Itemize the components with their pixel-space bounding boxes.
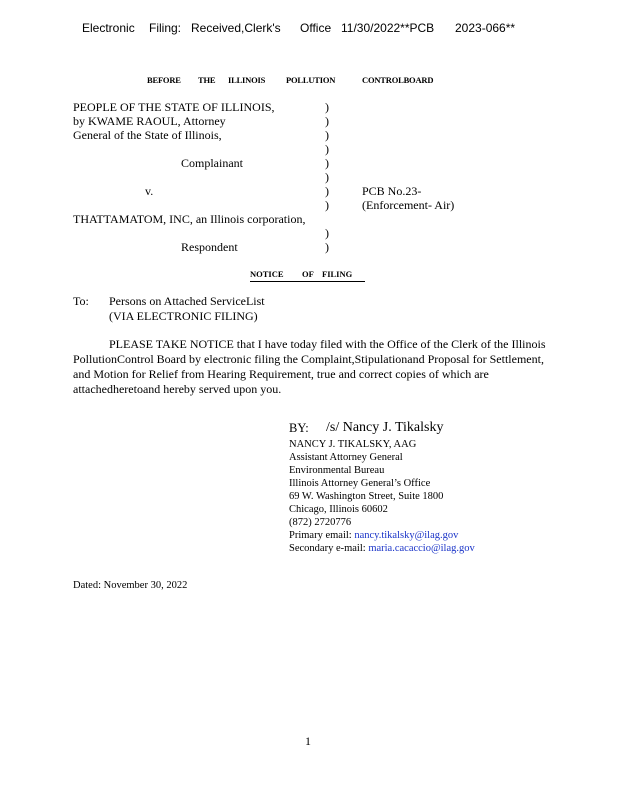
attorney-city: Chicago, Illinois 60602 xyxy=(289,504,388,515)
to-line-2: (VIA ELECTRONIC FILING) xyxy=(109,309,258,323)
header-case-number: 2023-066** xyxy=(455,21,516,35)
notice-title-notice: NOTICE xyxy=(250,269,284,279)
attorney-name: NANCY J. TIKALSKY, AAG xyxy=(289,439,417,450)
page-number: 1 xyxy=(305,734,311,748)
notice-body-paragraph: PLEASE TAKE NOTICE that I have today filed with the Office of the Clerk of the Illinois PollutionControl Board by electronic filing the Complaint,Stipulationand Proposal for Settlement, and Motion for Relief from Hearing Requirement, true and correct copies of which are attachedheretoand hereby served upon you. xyxy=(73,337,546,396)
header-filing: Filing: xyxy=(149,21,182,35)
enforcement-type: (Enforcement- Air) xyxy=(362,198,455,212)
complainant-label: Complainant xyxy=(181,156,243,170)
signature-line: /s/ Nancy J. Tikalsky xyxy=(326,420,444,435)
to-label: To: xyxy=(73,294,89,308)
to-line-1: Persons on Attached ServiceList xyxy=(109,294,265,308)
notice-title-of: OF xyxy=(302,269,314,279)
caption-paren: ) xyxy=(325,142,329,156)
dated-label: Dated: xyxy=(73,580,101,591)
dated-value: November 30, 2022 xyxy=(103,580,188,591)
header-electronic: Electronic xyxy=(82,21,135,35)
caption-paren: ) xyxy=(325,184,329,198)
plaintiff-line-2: by KWAME RAOUL, Attorney xyxy=(73,114,226,128)
notice-title-filing: FILING xyxy=(322,269,353,279)
caption-paren: ) xyxy=(325,128,329,142)
notice-title-underline xyxy=(250,281,365,282)
board-title-controlboard: CONTROLBOARD xyxy=(362,75,434,85)
versus-label: v. xyxy=(145,184,154,198)
caption-paren: ) xyxy=(325,240,329,254)
plaintiff-line-1: PEOPLE OF THE STATE OF ILLINOIS, xyxy=(73,100,275,114)
attorney-phone: (872) 2720776 xyxy=(289,517,352,528)
secondary-email-link[interactable]: maria.cacaccio@ilag.gov xyxy=(368,543,475,554)
secondary-email-label: Secondary e-mail: xyxy=(289,543,366,554)
secondary-email-row xyxy=(289,543,475,556)
attorney-title: Assistant Attorney General xyxy=(289,452,403,463)
dated-row xyxy=(73,580,187,593)
header-received: Received,Clerk's xyxy=(191,21,281,35)
board-title-illinois: ILLINOIS xyxy=(228,75,266,85)
caption-paren: ) xyxy=(325,170,329,184)
caption-paren: ) xyxy=(325,114,329,128)
header-date: 11/30/2022**PCB xyxy=(341,21,435,35)
caption-paren: ) xyxy=(325,156,329,170)
header-office: Office xyxy=(300,21,332,35)
board-title-pollution: POLLUTION xyxy=(286,75,336,85)
caption-paren: ) xyxy=(325,198,329,212)
signature-by-label: BY: xyxy=(289,421,309,435)
plaintiff-line-3: General of the State of Illinois, xyxy=(73,128,222,142)
respondent-name: THATTAMATOM, INC, an Illinois corporation, xyxy=(73,212,306,226)
board-title-the: THE xyxy=(198,75,216,85)
primary-email-label: Primary email: xyxy=(289,530,352,541)
attorney-street: 69 W. Washington Street, Suite 1800 xyxy=(289,491,444,502)
primary-email-row xyxy=(289,530,458,543)
board-title-before: BEFORE xyxy=(147,75,181,85)
attorney-bureau: Environmental Bureau xyxy=(289,465,385,476)
caption-paren: ) xyxy=(325,226,329,240)
primary-email-link[interactable]: nancy.tikalsky@ilag.gov xyxy=(354,530,459,541)
respondent-label: Respondent xyxy=(181,240,238,254)
pcb-number: PCB No.23- xyxy=(362,184,422,198)
attorney-office: Illinois Attorney General’s Office xyxy=(289,478,431,489)
caption-paren: ) xyxy=(325,100,329,114)
